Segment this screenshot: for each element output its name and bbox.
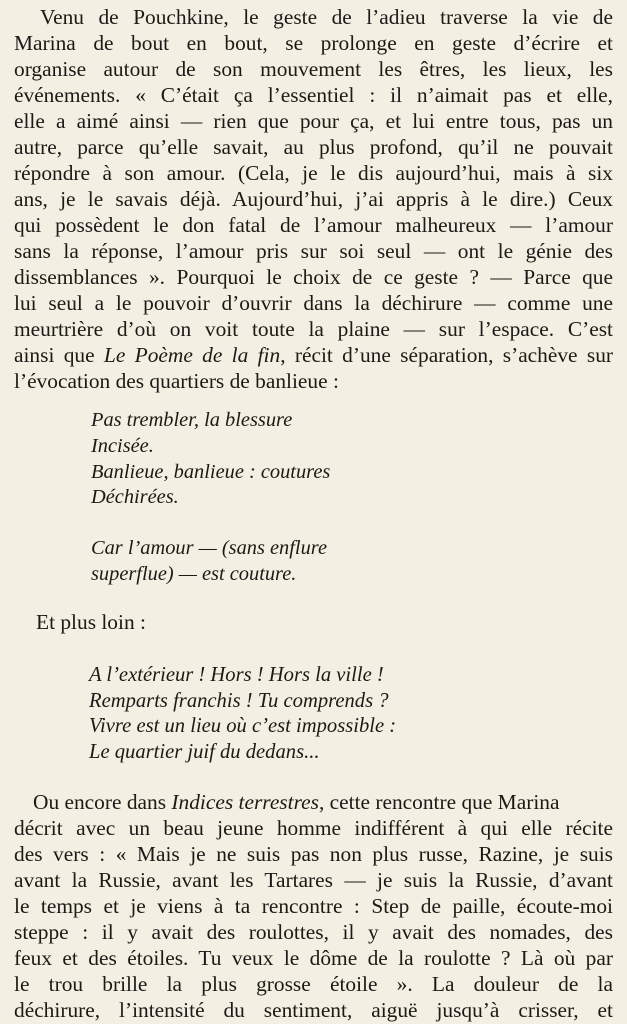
paragraph-line: lui seul a le pouvoir d’ouvrir dans la déchirure — comme une <box>14 291 613 315</box>
paragraph-line: sans la réponse, l’amour pris sur soi seul — ont le génie des <box>14 239 613 263</box>
paragraph-line: steppe : il y avait des roulottes, il y avait des nomades, des <box>14 920 613 944</box>
paragraph-line: elle a aimé ainsi — rien que pour ça, et lui entre tous, pas un <box>14 109 613 133</box>
paragraph-line: qui possèdent le don fatal de l’amour malheureux — l’amour <box>14 213 613 237</box>
paragraph-line: l’évocation des quartiers de banlieue : <box>14 369 339 393</box>
paragraph-line: le trou brille la plus grosse étoile ». La douleur de la <box>14 972 613 996</box>
paragraph-line: organise autour de son mouvement les êtres, les lieux, les <box>14 57 613 81</box>
text-fragment: Ou encore dans <box>33 790 172 814</box>
verse-line: Incisée. <box>91 435 154 457</box>
verse-line: Pas trembler, la blessure <box>91 409 293 431</box>
paragraph-line: meurtrière d’où on voit toute la plaine — sur l’espace. C’est <box>14 317 613 341</box>
paragraph-line: des vers : « Mais je ne suis pas non plus russe, Razine, je suis <box>14 842 613 866</box>
verse-line: superflue) — est couture. <box>91 563 297 585</box>
paragraph-line: répondre à son amour. (Cela, je le dis aujourd’hui, mais à six <box>14 161 613 185</box>
paragraph-line <box>33 789 613 816</box>
verse-line: Déchirées. <box>91 486 179 508</box>
paragraph-line: décrit avec un beau jeune homme indifférent à qui elle récite <box>14 816 613 840</box>
text-fragment: ainsi que <box>14 343 104 367</box>
verse-line: Vivre est un lieu où c’est impossible : <box>89 715 397 737</box>
text-fragment: , récit d’une séparation, s’achève sur <box>280 343 614 367</box>
paragraph-line: le temps et je viens à ta rencontre : Step de paille, écoute-moi <box>14 894 613 918</box>
paragraph-line: Venu de Pouchkine, le geste de l’adieu traverse la vie de <box>40 5 613 29</box>
verse-line: Car l’amour — (sans enflure <box>91 537 328 559</box>
transition-line: Et plus loin : <box>36 610 146 634</box>
verse-line: Le quartier juif du dedans... <box>89 741 320 763</box>
paragraph-line: autre, parce qu’elle savait, au plus profond, qu’il ne pouvait <box>14 135 613 159</box>
verse-line: Remparts franchis ! Tu comprends ? <box>89 690 389 712</box>
paragraph-line: avant la Russie, avant les Tartares — je suis la Russie, d’avant <box>14 868 613 892</box>
paragraph-line: dissemblances ». Pourquoi le choix de ce geste ? — Parce que <box>14 265 613 289</box>
work-title: Indices terrestres <box>171 790 319 814</box>
verse-line: A l’extérieur ! Hors ! Hors la ville ! <box>89 664 384 686</box>
paragraph-line: Marina de bout en bout, se prolonge en geste d’écrire et <box>14 31 613 55</box>
paragraph-line: feux et des étoiles. Tu veux le dôme de la roulotte ? Là où par <box>14 946 613 970</box>
work-title: Le Poème de la fin <box>103 343 281 367</box>
paragraph-line: ans, je le savais déjà. Aujourd’hui, j’ai appris à le dire.) Ceux <box>14 187 613 211</box>
paragraph-line <box>14 342 613 369</box>
paragraph-line: déchirure, l’intensité du sentiment, aiguë jusqu’à crisser, et <box>14 998 613 1022</box>
paragraph-line: événements. « C’était ça l’essentiel : il n’aimait pas et elle, <box>14 83 613 107</box>
verse-line: Banlieue, banlieue : coutures <box>91 461 331 483</box>
text-fragment: , cette rencontre que Marina <box>318 790 560 814</box>
